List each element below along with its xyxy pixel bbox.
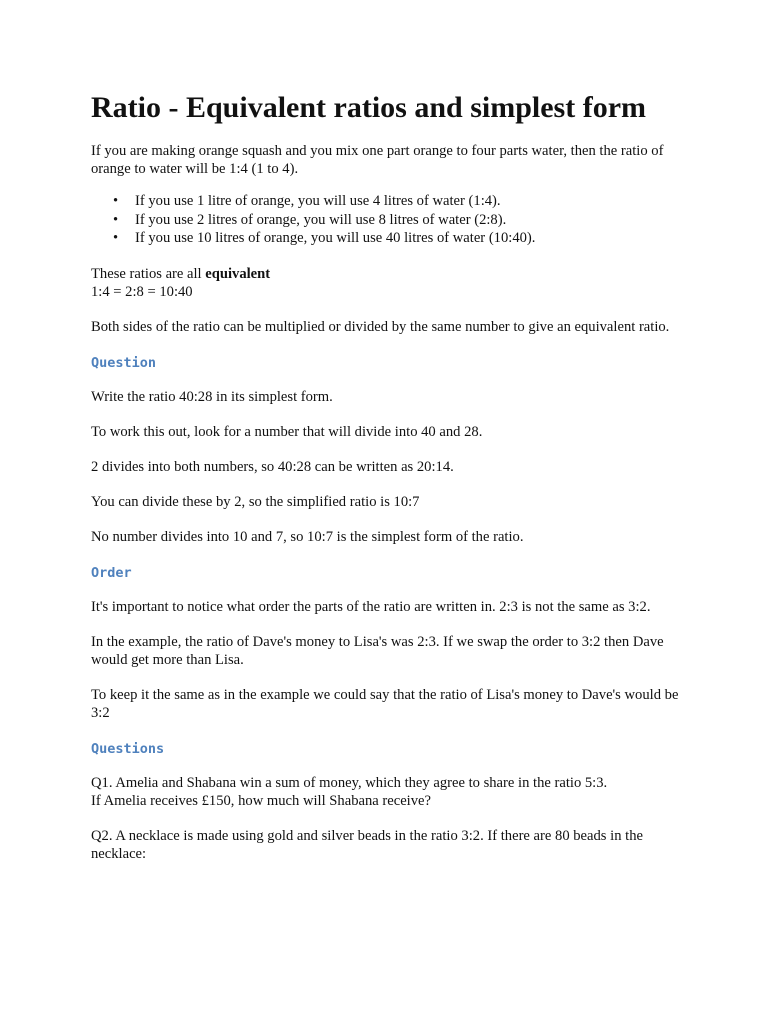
- question-paragraph: No number divides into 10 and 7, so 10:7 is the simplest form of the ratio.: [91, 528, 524, 545]
- bullet-icon: •: [113, 193, 119, 209]
- example-text: If you use 2 litres of orange, you will use 8 litres of water (2:8).: [135, 211, 507, 228]
- order-paragraph: To keep it the same as in the example we could say that the ratio of Lisa's money to Dave's would be 3:2: [91, 686, 679, 721]
- order-paragraph: In the example, the ratio of Dave's money to Lisa's was 2:3. If we swap the order to 3:2 then Dave would get more than Lisa.: [91, 633, 664, 668]
- list-item: [91, 211, 691, 230]
- order-heading: Order: [91, 564, 132, 581]
- question-paragraph: 2 divides into both numbers, so 40:28 can be written as 20:14.: [91, 458, 454, 475]
- equivalent-lead: These ratios are all: [91, 265, 206, 282]
- question-paragraph: To work this out, look for a number that will divide into 40 and 28.: [91, 423, 483, 440]
- order-paragraph: It's important to notice what order the parts of the ratio are written in. 2:3 is not the same as 3:2.: [91, 598, 651, 615]
- bullet-icon: •: [113, 211, 119, 228]
- q1-line-1: Q1. Amelia and Shabana win a sum of money, which they agree to share in the ratio 5:3.: [91, 774, 608, 791]
- q1-line-2: If Amelia receives £150, how much will Shabana receive?: [91, 792, 431, 809]
- question-paragraph: You can divide these by 2, so the simplified ratio is 10:7: [91, 493, 420, 510]
- question-paragraph: Write the ratio 40:28 in its simplest form.: [91, 388, 333, 405]
- bullet-icon: •: [113, 230, 119, 246]
- equivalent-equation: 1:4 = 2:8 = 10:40: [91, 283, 193, 300]
- equivalent-bold: equivalent: [205, 265, 271, 282]
- intro-paragraph: If you are making orange squash and you mix one part orange to four parts water, then the ratio of orange to water will be 1:4 (1 to 4).: [91, 143, 664, 177]
- examples-list: [91, 192, 691, 248]
- page-title: Ratio - Equivalent ratios and simplest form: [91, 91, 646, 124]
- equivalent-paragraph: [91, 265, 691, 301]
- explanation-paragraph: Both sides of the ratio can be multiplied or divided by the same number to give an equivalent ratio.: [91, 318, 670, 335]
- list-item: [91, 229, 691, 248]
- example-text: If you use 1 litre of orange, you will use 4 litres of water (1:4).: [135, 193, 501, 209]
- example-text: If you use 10 litres of orange, you will use 40 litres of water (10:40).: [135, 230, 536, 246]
- list-item: [91, 192, 691, 211]
- question-heading: Question: [91, 354, 157, 371]
- document-page: [91, 90, 691, 863]
- q2-paragraph: Q2. A necklace is made using gold and silver beads in the ratio 3:2. If there are 80 beads in the necklace:: [91, 827, 643, 862]
- questions-heading: Questions: [91, 740, 165, 757]
- q1-paragraph: [91, 774, 691, 810]
